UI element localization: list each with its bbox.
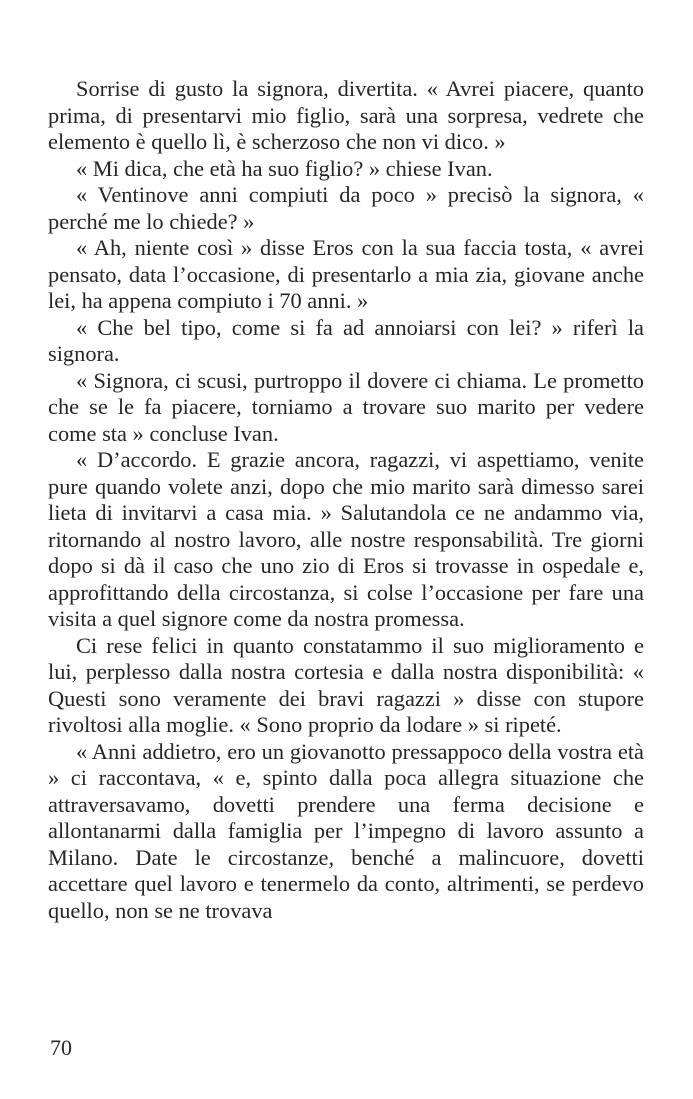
paragraph-2: « Mi dica, che età ha suo figlio? » chiese Ivan. [76,155,493,181]
paragraph-4: « Ah, niente così » disse Eros con la sua faccia tosta, « avrei pensato, data l’occasione, di presentarlo a mia zia, giovane anche lei, ha appena compiuto i 70 anni. » [48,235,644,313]
page-body [48,76,644,924]
paragraph-5: « Che bel tipo, come si fa ad annoiarsi con lei? » riferì la signora. [48,314,644,366]
paragraph-3: « Ventinove anni compiuti da poco » precisò la signora, « perché me lo chiede? » [48,182,644,234]
paragraph-8: Ci rese felici in quanto constatammo il suo miglioramento e lui, perplesso dalla nostra cortesia e dalla nostra disponibilità: « Questi sono veramente dei bravi ragazzi » disse con stupore rivoltosi alla moglie. « Sono proprio da lodare » si ripeté. [48,632,644,737]
paragraph-9: « Anni addietro, ero un giovanotto pressappoco della vostra età » ci raccontava, « e, spinto dalla poca allegra situazione che attraversavamo, dovetti prendere una ferma decisione e allontanarmi dalla famiglia per l’impegno di lavoro assunto a Milano. Date le circostanze, benché a malincuore, dovetti accettare quel lavoro e tenermelo da conto, altrimenti, se perdevo quello, non se ne trovava [48,738,644,923]
paragraph-7: « D’accordo. E grazie ancora, ragazzi, vi aspettiamo, venite pure quando volete anzi, dopo che mio marito sarà dimesso sarei lieta di invitarvi a casa mia. » Salutandola ce ne andammo via, ritornando al nostro lavoro, alle nostre responsabilità. Tre giorni dopo si dà il caso che uno zio di Eros si trovasse in ospedale e, approfittando della circostanza, si colse l’occasione per fare una visita a quel signore come da nostra promessa. [48,447,644,631]
paragraph-1: Sorrise di gusto la signora, divertita. « Avrei piacere, quanto prima, di presentarvi mio figlio, sarà una sorpresa, vedrete che elemento è quello lì, è scherzoso che non vi dico. » [48,76,644,154]
page-number: 70 [50,1035,72,1060]
paragraph-6: « Signora, ci scusi, purtroppo il dovere ci chiama. Le prometto che se le fa piacere, torniamo a trovare suo marito per vedere come sta » concluse Ivan. [48,367,644,446]
